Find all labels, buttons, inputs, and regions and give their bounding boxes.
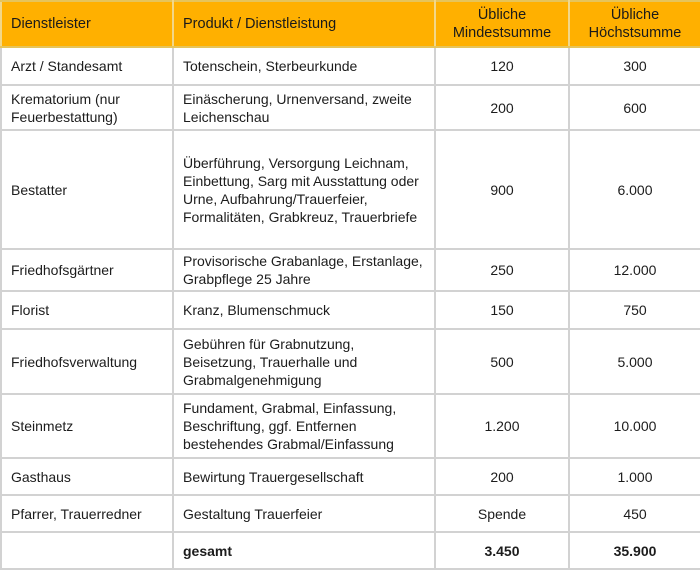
cell-max: 300 [569, 47, 700, 85]
cell-provider: Pfarrer, Trauerredner [1, 495, 173, 532]
header-min-line2: Mindestsumme [452, 25, 552, 41]
header-min-sum [435, 1, 569, 47]
cell-max: 10.000 [569, 394, 700, 458]
cell-provider: Florist [1, 291, 173, 329]
cell-provider: Arzt / Standesamt [1, 47, 173, 85]
cell-max: 1.000 [569, 458, 700, 495]
cell-min: 1.200 [435, 394, 569, 458]
total-max: 35.900 [569, 532, 700, 569]
header-provider: Dienstleister [1, 1, 173, 47]
cell-product: Fundament, Grabmal, Einfassung, Beschriftung, ggf. Entfernen bestehendes Grabmal/Einfassung [173, 394, 435, 458]
cell-product: Einäscherung, Urnenversand, zweite Leichenschau [173, 85, 435, 130]
cell-product: Gebühren für Grabnutzung, Beisetzung, Trauerhalle und Grabmalgenehmigung [173, 329, 435, 394]
cell-min: 250 [435, 249, 569, 291]
table-header-row [1, 1, 700, 47]
table-row [1, 47, 700, 85]
table-row [1, 329, 700, 394]
table-row [1, 458, 700, 495]
cell-min: Spende [435, 495, 569, 532]
cell-product: Gestaltung Trauerfeier [173, 495, 435, 532]
cell-max: 750 [569, 291, 700, 329]
header-max-sum [569, 1, 700, 47]
cell-max: 600 [569, 85, 700, 130]
table-row [1, 249, 700, 291]
header-max-line1: Übliche [610, 7, 660, 23]
cell-max: 12.000 [569, 249, 700, 291]
cell-min: 900 [435, 130, 569, 249]
cell-provider: Steinmetz [1, 394, 173, 458]
cell-min: 200 [435, 85, 569, 130]
cell-min: 200 [435, 458, 569, 495]
header-min-line1: Übliche [477, 7, 527, 23]
header-max-line2: Höchstsumme [588, 25, 682, 41]
cell-provider: Krematorium (nur Feuerbestattung) [1, 85, 173, 130]
cell-product: Bewirtung Trauergesellschaft [173, 458, 435, 495]
cell-max: 450 [569, 495, 700, 532]
cell-product: Überführung, Versorgung Leichnam, Einbettung, Sarg mit Ausstattung oder Urne, Aufbahrung/Trauerfeier, Formalitäten, Grabkreuz, Trauerbriefe [173, 130, 435, 249]
cell-provider: Friedhofsgärtner [1, 249, 173, 291]
total-row [1, 532, 700, 569]
table-row [1, 130, 700, 249]
cell-max: 5.000 [569, 329, 700, 394]
cell-min: 150 [435, 291, 569, 329]
cell-provider: Friedhofsverwaltung [1, 329, 173, 394]
cell-provider: Bestatter [1, 130, 173, 249]
table-row [1, 394, 700, 458]
cell-min: 500 [435, 329, 569, 394]
cell-product: Provisorische Grabanlage, Erstanlage, Grabpflege 25 Jahre [173, 249, 435, 291]
total-label: gesamt [173, 532, 435, 569]
cell-provider: Gasthaus [1, 458, 173, 495]
cell-max: 6.000 [569, 130, 700, 249]
table-row [1, 495, 700, 532]
total-min: 3.450 [435, 532, 569, 569]
cell-product: Kranz, Blumenschmuck [173, 291, 435, 329]
cell-min: 120 [435, 47, 569, 85]
header-product: Produkt / Dienstleistung [173, 1, 435, 47]
table-row [1, 291, 700, 329]
table-row [1, 85, 700, 130]
cell-product: Totenschein, Sterbeurkunde [173, 47, 435, 85]
cell-total-provider [1, 532, 173, 569]
